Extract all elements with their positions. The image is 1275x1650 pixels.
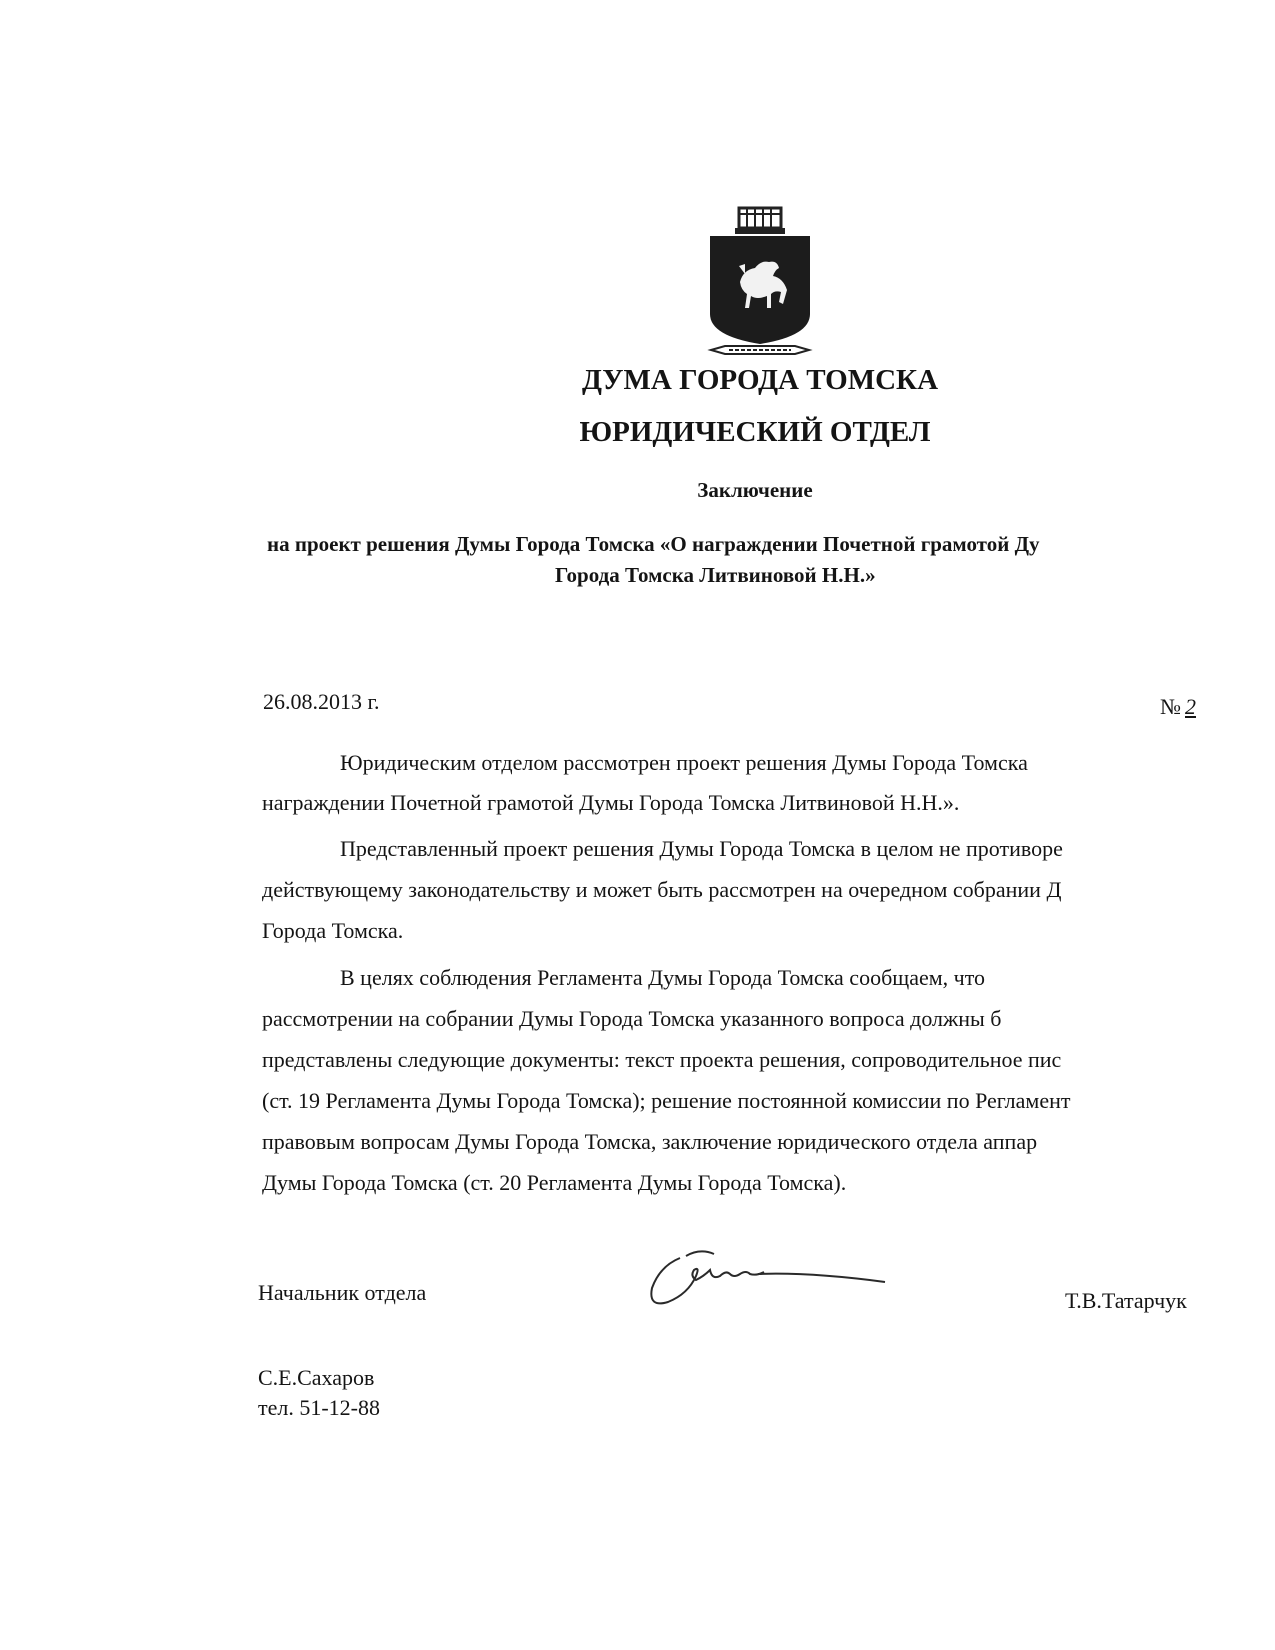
body-line: награждении Почетной грамотой Думы Города Томска Литвиновой Н.Н.».: [262, 790, 960, 815]
executor-phone: тел. 51-12-88: [258, 1395, 381, 1420]
executor-name: С.Е.Сахаров: [258, 1365, 375, 1390]
body-line: Юридическим отделом рассмотрен проект решения Думы Города Томска: [340, 750, 1028, 775]
signer-name: Т.В.Татарчук: [1065, 1288, 1187, 1313]
department-name: ЮРИДИЧЕСКИЙ ОТДЕЛ: [579, 416, 931, 448]
document-number: [1160, 694, 1196, 720]
body-line: (ст. 19 Регламента Думы Города Томска); решение постоянной комиссии по Регламент: [262, 1088, 1071, 1113]
organization-name: ДУМА ГОРОДА ТОМСКА: [581, 364, 939, 396]
document-subject-line-1: на проект решения Думы Города Томска «О награждении Почетной грамотой Ду: [267, 532, 1040, 556]
body-line: Думы Города Томска (ст. 20 Регламента Думы Города Томска).: [262, 1170, 847, 1195]
body-line: представлены следующие документы: текст проекта решения, сопроводительное пис: [262, 1047, 1062, 1072]
body-line: Представленный проект решения Думы Города Томска в целом не противоре: [340, 836, 1063, 861]
body-line: Города Томска.: [262, 918, 404, 943]
number-prefix: №: [1160, 694, 1181, 719]
number-value: 2: [1185, 694, 1196, 719]
body-line: правовым вопросам Думы Города Томска, заключение юридического отдела аппар: [262, 1129, 1038, 1154]
document-type: Заключение: [697, 478, 813, 502]
document-subject-line-2: Города Томска Литвиновой Н.Н.»: [555, 563, 876, 587]
body-line: действующему законодательству и может быть рассмотрен на очередном собрании Д: [262, 877, 1062, 902]
body-line: В целях соблюдения Регламента Думы Города Томска сообщаем, что: [340, 965, 986, 990]
document-date: 26.08.2013 г.: [263, 689, 380, 714]
body-line: рассмотрении на собрании Думы Города Томска указанного вопроса должны б: [262, 1006, 1002, 1031]
signature-image: [640, 1236, 890, 1316]
tomsk-coat-of-arms-icon: [705, 204, 815, 364]
signer-position: Начальник отдела: [258, 1280, 427, 1305]
